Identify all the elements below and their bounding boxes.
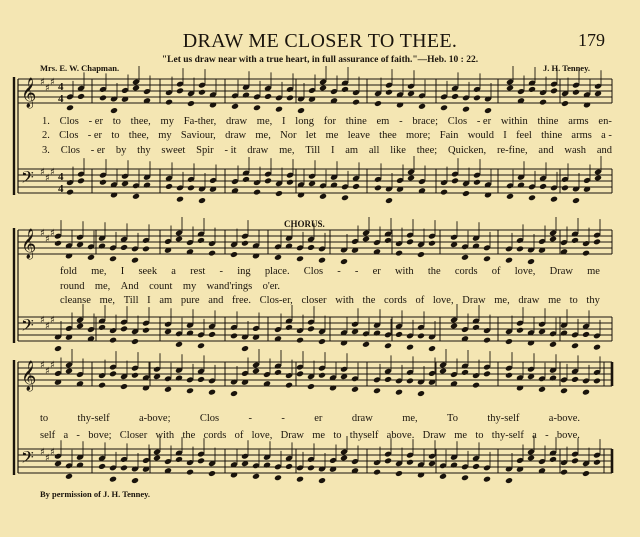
lyric-word: - er: [90, 145, 106, 156]
lyric-word: the: [182, 430, 196, 441]
svg-text:4: 4: [58, 93, 64, 105]
lyric-word: me: [312, 430, 326, 441]
lyric-word: with: [155, 430, 175, 441]
lyric-word: me,: [279, 145, 295, 156]
svg-text:𝄢: 𝄢: [21, 167, 34, 191]
lyric-word: draw: [226, 116, 248, 127]
svg-text:4: 4: [58, 81, 64, 93]
lyric-word: thine: [541, 130, 563, 141]
svg-text:𝄞: 𝄞: [21, 78, 37, 108]
lyric-word: me,: [256, 116, 273, 127]
lyric-word: draw: [518, 295, 540, 306]
lyric-word: would: [467, 130, 494, 141]
lyric-word: love,: [251, 430, 273, 441]
lyric-word: Clos: [303, 266, 324, 277]
lyric-word: me,: [494, 295, 510, 306]
lyric-word: o'er.: [262, 281, 280, 292]
lyric-word: thy-self: [491, 430, 524, 441]
svg-text:♯: ♯: [45, 366, 50, 377]
lyric-word: am: [345, 145, 359, 156]
lyric-word: a: [532, 430, 537, 441]
lyric-word: above.: [386, 430, 415, 441]
lyric-word: thee;: [416, 145, 438, 156]
verse-1-line-2: [60, 266, 600, 277]
lyric-word: a: [171, 266, 176, 277]
lyric-word: draw: [225, 130, 247, 141]
lyric-word: to: [112, 116, 121, 127]
lyric-word: within: [500, 116, 528, 127]
lyric-word: me,: [94, 281, 111, 292]
lyric-word: closer: [301, 295, 327, 306]
svg-text:♯: ♯: [45, 83, 50, 94]
lyric-word: Saviour,: [180, 130, 216, 141]
lyric-word: Clos: [447, 116, 468, 127]
lyric-word: like: [390, 145, 406, 156]
svg-text:♯: ♯: [50, 315, 55, 326]
lyric-word: me: [325, 130, 339, 141]
svg-text:4: 4: [58, 183, 64, 195]
lyric-word: - er: [87, 130, 103, 141]
verse-3-line-2: [60, 295, 600, 306]
lyric-word: -: [219, 266, 224, 277]
lyric-word: am: [159, 295, 173, 306]
lyric-word: Clos: [59, 130, 79, 141]
lyric-word: let: [305, 130, 317, 141]
lyric-word: of: [491, 266, 501, 277]
lyric-word: and: [596, 145, 612, 156]
lyric-word: more;: [405, 130, 431, 141]
lyric-word: I: [503, 130, 507, 141]
soprano-line-3: [40, 413, 580, 424]
lyric-word: me: [587, 266, 600, 277]
lyric-word: Spir: [196, 145, 214, 156]
lyric-word: a -: [601, 130, 612, 141]
lyric-word: I: [147, 295, 151, 306]
system-brackets: [14, 77, 18, 475]
lyric-word: long: [295, 116, 314, 127]
lyric-word: -: [399, 116, 403, 127]
lyric-word: thee,: [130, 116, 151, 127]
lyric-word: Fa-ther,: [183, 116, 217, 127]
lyric-word: for: [323, 116, 336, 127]
lyric-word: me,: [402, 413, 418, 424]
lyric-word: Clos: [199, 413, 220, 424]
lyric-word: rest: [190, 266, 206, 277]
lyric-word: me: [454, 430, 468, 441]
lyric-word: Draw: [280, 430, 304, 441]
lyric-word: And: [120, 281, 139, 292]
lyric-word: thee: [379, 130, 397, 141]
lyric-word: -: [354, 266, 359, 277]
lyric-word: thine: [537, 116, 559, 127]
lyric-word: self: [40, 430, 56, 441]
svg-text:♯: ♯: [40, 447, 45, 458]
lyric-word: em: [376, 116, 390, 127]
lyric-word: sweet: [161, 145, 186, 156]
verse-2-line-2: [60, 281, 280, 292]
lyric-word: with: [335, 295, 354, 306]
permission-note: By permission of J. H. Tenney.: [40, 489, 151, 499]
lyric-word: me,: [255, 130, 271, 141]
hymn-title: DRAW ME CLOSER TO THEE.: [182, 30, 458, 52]
svg-text:♯: ♯: [45, 321, 50, 332]
composer-credit: J. H. Tenney.: [542, 63, 590, 73]
lyric-word: I: [330, 145, 335, 156]
verse-3-line-1: [42, 145, 612, 156]
lyric-word: Clos-er,: [259, 295, 293, 306]
lyric-word: To: [447, 413, 458, 424]
svg-text:♯: ♯: [50, 167, 55, 178]
lyric-word: thy-self: [487, 413, 520, 424]
lyric-word: place.: [264, 266, 290, 277]
lyric-word: the: [427, 266, 441, 277]
lyric-word: -: [281, 413, 285, 424]
lyric-word: thy: [586, 295, 600, 306]
svg-text:♯: ♯: [40, 360, 45, 371]
svg-text:𝄞: 𝄞: [21, 229, 37, 259]
lyric-word: cords: [384, 295, 407, 306]
svg-text:𝄞: 𝄞: [21, 361, 37, 391]
svg-text:𝄢: 𝄢: [21, 315, 34, 339]
lyric-word: thy-self: [77, 413, 110, 424]
lyric-word: Clos: [59, 116, 79, 127]
svg-text:♯: ♯: [50, 228, 55, 239]
lyric-word: 2.: [42, 130, 50, 141]
lyric-word: fold: [60, 266, 77, 277]
svg-text:♯: ♯: [50, 77, 55, 88]
lyric-word: thyself: [349, 430, 379, 441]
lyric-word: -: [76, 430, 80, 441]
lyric-word: en-: [598, 116, 612, 127]
lyric-word: Clos: [60, 145, 80, 156]
lyric-word: thine: [345, 116, 367, 127]
lyric-word: to: [40, 413, 49, 424]
lyric-word: thee,: [128, 130, 149, 141]
lyric-word: feel: [516, 130, 532, 141]
svg-text:♯: ♯: [45, 453, 50, 464]
lyric-word: and: [208, 295, 224, 306]
lyric-word: er: [314, 413, 323, 424]
lyric-word: me,: [99, 295, 116, 306]
lyric-word: Draw: [549, 266, 573, 277]
svg-text:♯: ♯: [40, 77, 45, 88]
lyric-word: Draw: [462, 295, 486, 306]
lyric-word: a-bove.: [548, 413, 580, 424]
lyric-word: - er: [476, 116, 492, 127]
lyric-word: Till: [123, 295, 139, 306]
lyric-word: my: [158, 130, 172, 141]
svg-text:♯: ♯: [45, 173, 50, 184]
lyric-word: pure: [180, 295, 200, 306]
lyric-word: love,: [432, 295, 454, 306]
lyric-word: to: [475, 430, 484, 441]
lyric-word: a-bove;: [139, 413, 171, 424]
lyric-word: thy: [137, 145, 151, 156]
lyric-word: Fain: [439, 130, 459, 141]
svg-text:♯: ♯: [50, 360, 55, 371]
lyric-word: wand'rings: [206, 281, 253, 292]
lyric-word: cords: [203, 430, 227, 441]
lyric-word: free.: [232, 295, 251, 306]
lyric-word: me: [548, 295, 561, 306]
lyric-word: my: [160, 116, 174, 127]
verse-2-line-1: [42, 130, 612, 141]
lyric-word: - er: [88, 116, 103, 127]
scripture-epigraph: "Let us draw near with a true heart, in full assurance of faith."—Heb. 10 : 22.: [161, 55, 479, 65]
lyric-word: round: [60, 281, 85, 292]
lyric-word: er: [372, 266, 381, 277]
lyric-word: count: [149, 281, 173, 292]
lyric-word: draw: [247, 145, 269, 156]
lyric-word: to: [333, 430, 342, 441]
lyric-word: wash: [564, 145, 586, 156]
lyric-word: my: [182, 281, 197, 292]
lyric-word: Nor: [280, 130, 297, 141]
lyric-word: the: [362, 295, 376, 306]
lyric-word: Draw: [422, 430, 446, 441]
lyric-word: Till: [305, 145, 321, 156]
lyric-word: and: [538, 145, 554, 156]
svg-text:♯: ♯: [50, 447, 55, 458]
lyric-word: cords: [454, 266, 478, 277]
lyric-word: brace;: [412, 116, 439, 127]
lyric-word: draw: [351, 413, 373, 424]
lyric-word: 3.: [42, 145, 50, 156]
page-number: 179: [578, 30, 605, 50]
svg-text:♯: ♯: [40, 228, 45, 239]
lyric-word: ing: [237, 266, 251, 277]
chorus-label: CHORUS.: [284, 219, 325, 229]
lyric-word: I: [120, 266, 125, 277]
lyric-word: re-fine,: [497, 145, 528, 156]
lyric-word: cleanse: [60, 295, 91, 306]
svg-text:♯: ♯: [45, 234, 50, 245]
lyric-word: love,: [514, 266, 536, 277]
lyric-word: I: [282, 116, 286, 127]
verse-1-line-1: [42, 116, 612, 127]
lyric-word: Closer: [119, 430, 148, 441]
lyric-word: bove.: [556, 430, 580, 441]
svg-text:𝄢: 𝄢: [21, 447, 34, 471]
lyric-word: by: [115, 145, 127, 156]
lyric-word: a: [63, 430, 69, 441]
lyric-word: of: [234, 430, 244, 441]
lyric-word: arms: [568, 116, 589, 127]
lyric-word: bove;: [88, 430, 112, 441]
lyric-word: me,: [91, 266, 107, 277]
lyric-word: with: [394, 266, 414, 277]
lyric-word: to: [569, 295, 578, 306]
lyricist-credit: Mrs. E. W. Chapman.: [40, 63, 120, 73]
lyric-word: -: [248, 413, 253, 424]
svg-text:♯: ♯: [40, 167, 45, 178]
bass-line-3: [40, 430, 580, 441]
lyric-word: -: [545, 430, 549, 441]
lyric-word: to: [111, 130, 120, 141]
lyric-word: Quicken,: [447, 145, 487, 156]
lyric-word: arms: [571, 130, 592, 141]
svg-text:4: 4: [58, 171, 64, 183]
lyric-word: leave: [347, 130, 370, 141]
lyric-word: of: [415, 295, 425, 306]
lyric-word: seek: [138, 266, 158, 277]
lyric-word: - it: [224, 145, 237, 156]
lyric-word: -: [337, 266, 341, 277]
lyric-word: all: [368, 145, 380, 156]
lyric-word: 1.: [42, 116, 50, 127]
svg-text:♯: ♯: [40, 315, 45, 326]
